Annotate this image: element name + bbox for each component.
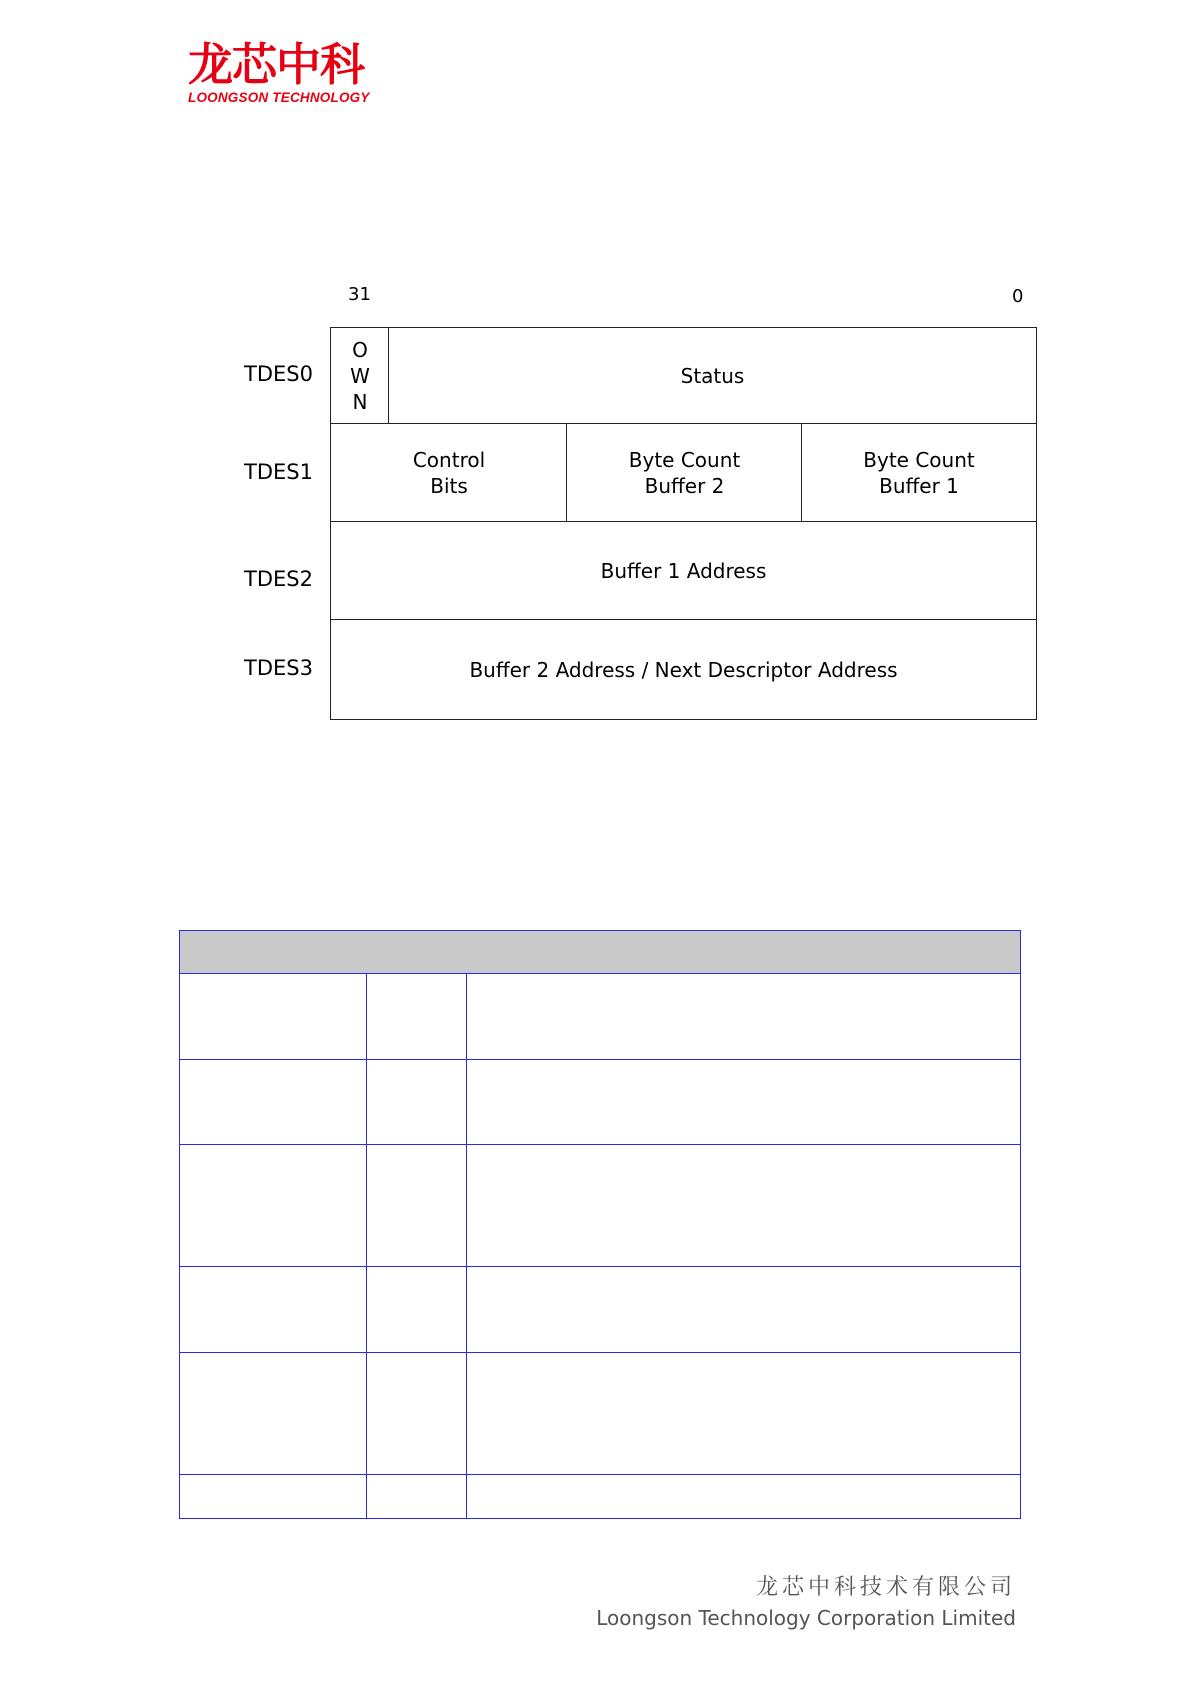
buffer2-next-descriptor-cell: [330, 619, 1037, 720]
bit-31-label: 31: [348, 284, 371, 305]
buffer2-next-descriptor-label: Buffer 2 Address / Next Descriptor Address: [469, 657, 898, 682]
company-logo: [188, 40, 398, 106]
table-cell: [180, 1060, 367, 1145]
table-cell: [367, 974, 467, 1060]
page-footer: [596, 1573, 1016, 1633]
own-letter: W: [350, 364, 370, 388]
row-label-tdes3: TDES3: [244, 656, 313, 680]
field-description-table: [179, 930, 1021, 1519]
row-label-tdes2: TDES2: [244, 567, 313, 591]
table-row: [180, 1266, 1021, 1352]
table-cell: [467, 1474, 1021, 1518]
table-cell: [367, 1060, 467, 1145]
table-row: [180, 1060, 1021, 1145]
table-header-cell: [180, 931, 1021, 974]
table-cell: [467, 1352, 1021, 1474]
table-cell: [180, 1145, 367, 1266]
own-letter: O: [352, 338, 368, 362]
byte-count-buffer2-label: Byte Count: [628, 448, 741, 472]
footer-company-english: Loongson Technology Corporation Limited: [596, 1606, 1016, 1630]
byte-count-buffer1-label: Byte Count: [863, 448, 975, 472]
table-cell: [467, 974, 1021, 1060]
row-label-tdes1: TDES1: [244, 460, 313, 484]
footer-company-chinese: 龙芯中科技术有限公司: [755, 1575, 1016, 1600]
control-bits-label: Control: [412, 448, 486, 472]
bit-0-label: 0: [1012, 286, 1024, 307]
table-cell: [180, 1266, 367, 1352]
row-label-tdes0: TDES0: [244, 362, 313, 386]
own-bit-cell: [330, 327, 390, 425]
control-bits-cell: [330, 423, 568, 523]
buffer1-address-cell: [330, 521, 1037, 621]
logo-english-text: LOONGSON TECHNOLOGY: [188, 90, 370, 105]
table-cell: [467, 1145, 1021, 1266]
table-row: [180, 1352, 1021, 1474]
table-cell: [467, 1060, 1021, 1145]
table-cell: [367, 1266, 467, 1352]
status-label: Status: [680, 364, 745, 388]
table-header-row: [180, 931, 1021, 974]
byte-count-buffer1-cell: [801, 423, 1037, 523]
table-cell: [367, 1474, 467, 1518]
byte-count-buffer2-cell: [566, 423, 803, 523]
table-row: [180, 1145, 1021, 1266]
table-row: [180, 974, 1021, 1060]
table-cell: [180, 1352, 367, 1474]
table-row: [180, 1474, 1021, 1518]
table-cell: [180, 1474, 367, 1518]
logo-chinese-text: 龙芯中科: [188, 38, 365, 91]
byte-count-buffer1-label: Buffer 1: [879, 474, 959, 498]
table-cell: [367, 1352, 467, 1474]
control-bits-label: Bits: [430, 474, 468, 498]
buffer1-address-label: Buffer 1 Address: [600, 559, 767, 583]
table-cell: [180, 974, 367, 1060]
table-cell: [367, 1145, 467, 1266]
own-letter: N: [352, 390, 368, 414]
byte-count-buffer2-label: Buffer 2: [644, 474, 725, 498]
table-cell: [467, 1266, 1021, 1352]
status-cell: [388, 327, 1037, 425]
